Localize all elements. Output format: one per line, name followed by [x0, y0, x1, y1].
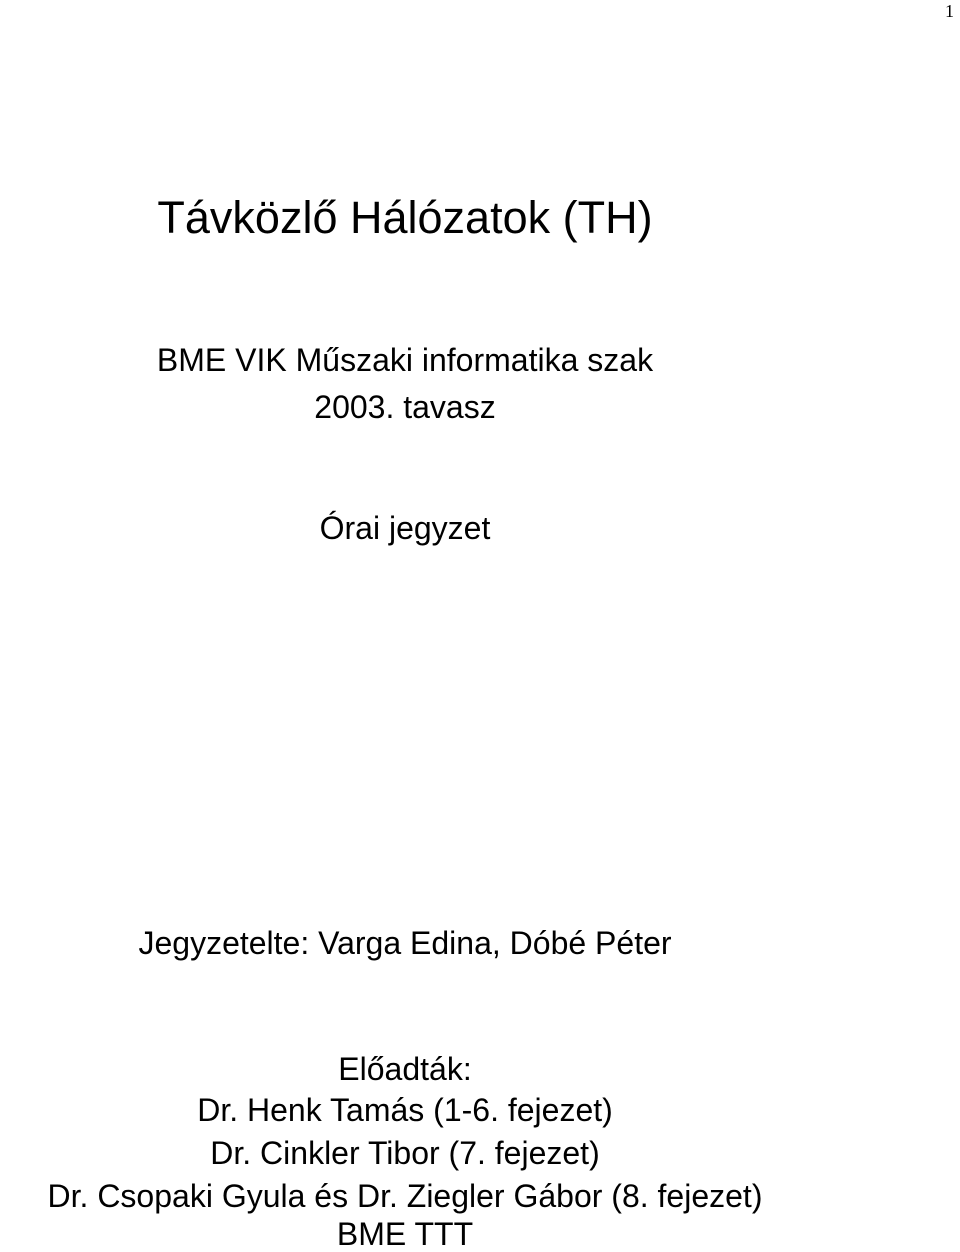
document-type: Órai jegyzet: [319, 510, 491, 546]
institution: BME TTT: [336, 1216, 474, 1252]
document-title: Távközlő Hálózatok (TH): [157, 192, 653, 243]
lecturer-item: Dr. Cinkler Tibor (7. fejezet): [210, 1135, 600, 1171]
lecturer-item: Dr. Henk Tamás (1-6. fejezet): [197, 1092, 613, 1128]
lecturer-item: Dr. Csopaki Gyula és Dr. Ziegler Gábor (8. fejezet): [47, 1178, 763, 1214]
page-number: 1: [945, 1, 954, 21]
program-name: BME VIK Műszaki informatika szak: [156, 342, 654, 378]
notetakers: Jegyzetelte: Varga Edina, Dóbé Péter: [138, 925, 672, 961]
lecturers-label: Előadták:: [338, 1051, 472, 1087]
semester: 2003. tavasz: [314, 389, 496, 425]
